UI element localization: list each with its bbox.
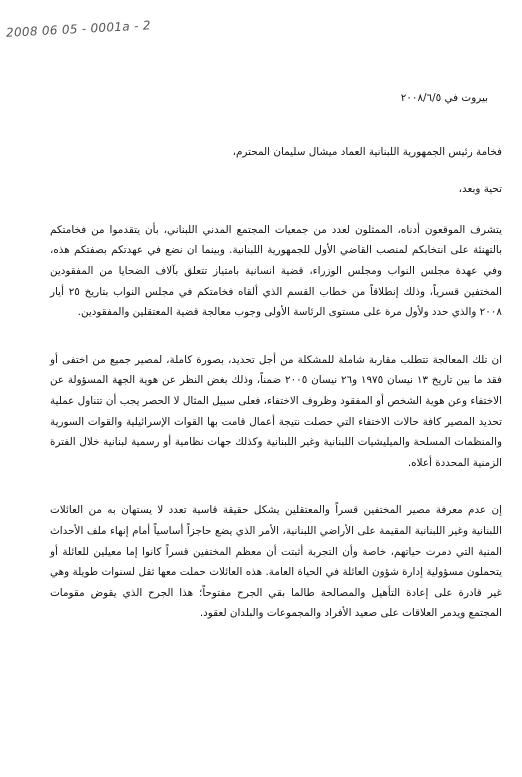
document-reference: 2008 06 05 - 0001a - 2 (5, 18, 152, 40)
letter-body (50, 88, 502, 651)
paragraph-congratulations: يتشرف الموقعون أدناه، الممثلون لعدد من جمعيات المجتمع المدني اللبناني، بأن يتقدموا من فخامتكم بالتهنئة على انتخابكم لمنصب القاضي الأول للجمهورية اللبنانية. وبينما ان نضع في عهدتكم بصفتكم هذه، وفي عهدة مجلس النواب ومجلس الوزراء، قضية انسانية بامتياز تتعلق بآلاف الضحايا من المفقودين المختفين قسرياً، وذلك إنطلاقاً من خطاب القسم الذي ألقاه فخامتكم في مجلس النواب بتاريخ ٢٥ أيار ٢٠٠٨ والذي حدد ولأول مرة على مستوى الرئاسة الأولى وجوب معالجة قضية المعتقلين والمفقودين. (50, 223, 502, 319)
paragraph-families-impact: إن عدم معرفة مصير المختفين قسراً والمعتقلين يشكل حقيقة قاسية تعدد لا يستهان به من العائلات اللبنانية وغير اللبنانية المقيمة على الأراضي اللبنانية، الأمر الذي يضع حاجزاً أساسياً أمام إنهاء ملف الأحداث المنية التي دمرت حياتهم، خاصة وأن التجربة أثبتت أن معظم المختفين قسراً كانوا إما معيلين للعائلة أو يتحملون مسؤولية إدارة شؤون العائلة في الحياة العامة. هذه العائلات حملت معها ثقل لسنوات طويلة وهي غير قادرة على إعادة التأهيل والمصالحة طالما بقي الجرح مفتوحاً؛ هذا الجرح الذي يقوض مقومات المجتمع ويدمر العلاقات على صعيد الأفراد والمجموعات والبلدان لعقود. (50, 504, 502, 620)
letter-date: بيروت في ٢٠٠٨/٦/٥ (400, 92, 488, 104)
letter-greeting: تحية وبعد، (458, 183, 502, 196)
paragraph-comprehensive-approach: ان تلك المعالجة تتطلب مقاربة شاملة للمشكلة من أجل تحديد، بصورة كاملة، لمصير جميع من اختفى أو فقد ما بين تاريخ ١٣ نيسان ١٩٧٥ و٢٦ نيسان ٢٠٠٥ ضمناً، وذلك بغض النظر عن هوية الجهة المسؤولة عن الاختفاء وعن هوية الشخص أو المفقود وظروف الاختفاء، فعلى سبيل المثال لا الحصر يجب أن تتناول عملية تحديد المصير كافة حالات الاختفاء التي حصلت نتيجة أعمال قامت بها القوات الإسرائيلية والقوات السورية والمنظمات المسلحة والميليشيات اللبنانية وغير اللبنانية وكذلك جهات نظامية أو رسمية لبنانية خلال الفترة الزمنية المحددة أعلاه. (50, 353, 503, 469)
letter-addressee: فخامة رئيس الجمهورية اللبنانية العماد ميشال سليمان المحترم، (232, 145, 502, 158)
